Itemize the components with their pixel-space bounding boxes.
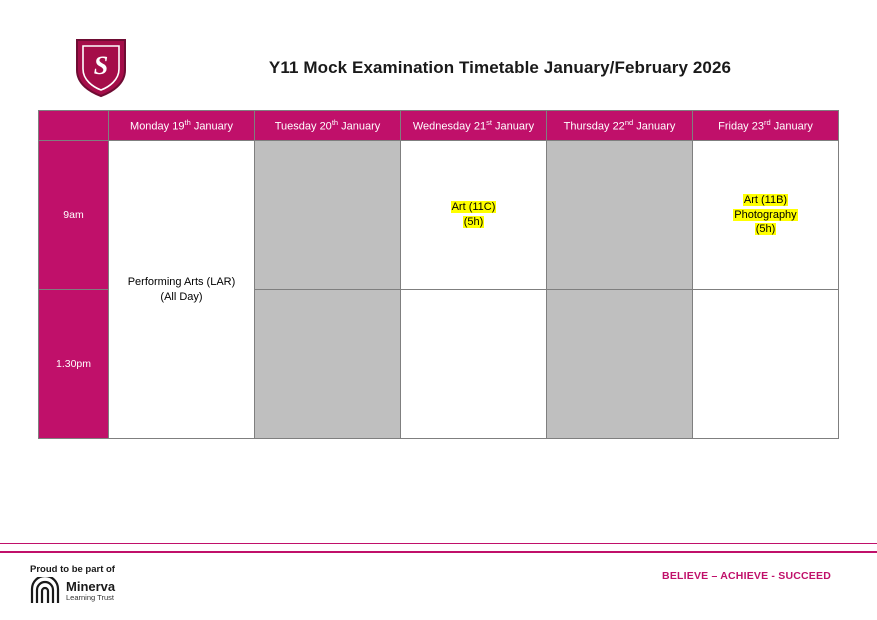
trust-logo-block (30, 564, 290, 605)
day-header-suffix: rd (764, 118, 771, 128)
day-header-name: Monday (130, 120, 170, 133)
day-header-date: 23 (751, 120, 764, 133)
school-motto: BELIEVE – ACHIEVE - SUCCEED (662, 570, 831, 582)
exam-subject: Photography (734, 208, 797, 221)
timetable (38, 110, 838, 439)
day-header-name: Wednesday (412, 120, 471, 133)
day-header-suffix: nd (624, 118, 634, 128)
day-header-date: 21 (473, 120, 487, 133)
exam-cell-thursday-pm (547, 290, 693, 439)
exam-cell-tuesday-pm (255, 290, 401, 439)
svg-text:S: S (93, 51, 109, 80)
proud-text: Proud to be part of (30, 564, 115, 575)
timetable-row-morning (39, 141, 839, 290)
day-header-month: January (341, 120, 381, 133)
session-label-9am: 9am (39, 141, 109, 290)
footer-divider-bottom (0, 551, 877, 553)
exam-cell-friday-am (693, 141, 839, 290)
session-label-130pm: 1.30pm (39, 290, 109, 439)
minerva-logo-icon (30, 577, 60, 605)
trust-name (66, 580, 115, 602)
day-header-month: January (773, 120, 813, 133)
day-header-suffix: th (331, 118, 339, 128)
day-header-month: January (636, 120, 676, 133)
exam-cell-tuesday-am (255, 141, 401, 290)
exam-cell-monday-allday (109, 141, 255, 439)
exam-title: Art (11B) (743, 194, 788, 207)
school-crest-icon (74, 36, 128, 98)
day-header-friday (693, 111, 839, 141)
day-header-thursday (547, 111, 693, 141)
day-header-tuesday (255, 111, 401, 141)
day-header-month: January (494, 120, 535, 133)
trust-name-primary: Minerva (66, 579, 116, 595)
exam-cell-wednesday-am (401, 141, 547, 290)
day-header-date: 20 (319, 120, 332, 133)
day-header-name: Thursday (563, 120, 610, 133)
timetable-header-row (39, 111, 839, 141)
day-header-monday (109, 111, 255, 141)
day-header-month: January (193, 120, 233, 133)
footer-divider-top (0, 543, 877, 544)
page-title: Y11 Mock Examination Timetable January/February 2026 (268, 58, 732, 77)
day-header-wednesday (401, 111, 547, 141)
day-header-name: Tuesday (274, 120, 317, 133)
day-header-suffix: st (486, 118, 492, 128)
trust-name-secondary: Learning Trust (66, 592, 114, 602)
exam-cell-thursday-am (547, 141, 693, 290)
exam-cell-friday-pm (693, 290, 839, 439)
timetable-corner-cell (39, 111, 109, 141)
exam-cell-wednesday-pm (401, 290, 547, 439)
exam-duration: (5h) (755, 223, 776, 236)
day-header-date: 19 (172, 120, 185, 133)
day-header-date: 22 (612, 120, 625, 133)
exam-title: Performing Arts (LAR) (127, 275, 236, 288)
day-header-name: Friday (718, 120, 749, 133)
exam-duration: (5h) (463, 216, 484, 228)
exam-duration: (All Day) (160, 290, 203, 303)
day-header-suffix: th (184, 118, 191, 128)
exam-title: Art (11C) (451, 201, 496, 214)
